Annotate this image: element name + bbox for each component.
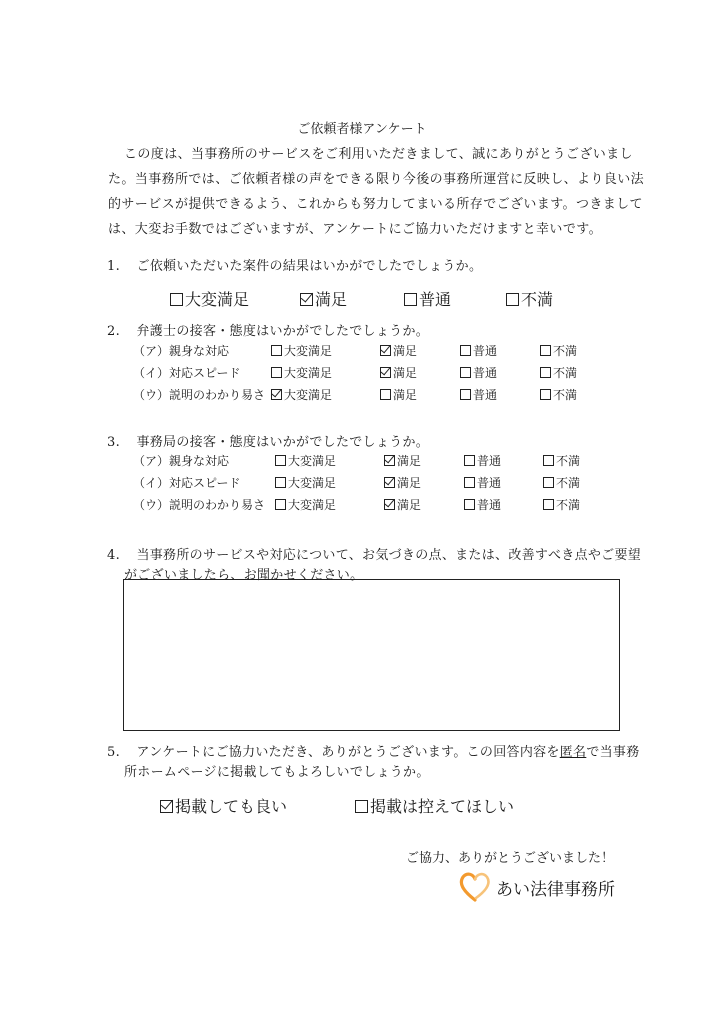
q2-checkbox[interactable] (271, 389, 282, 400)
q2-checkbox[interactable] (540, 345, 551, 356)
q5-option-publish[interactable]: 掲載しても良い (160, 794, 287, 817)
survey-title: ご依頼者様アンケート (297, 122, 427, 137)
q1-question (107, 255, 482, 274)
q1-checkbox-2[interactable] (300, 293, 313, 306)
q3-checkbox[interactable] (464, 477, 475, 488)
q2-row-1-option-3[interactable]: 普通 (460, 342, 497, 359)
q5-number: 5. (107, 745, 121, 760)
firm-name: あい法律事務所 (496, 880, 615, 900)
q5-checkbox-publish[interactable] (160, 800, 173, 813)
firm-logo (458, 871, 615, 907)
q2-row-3-option-3[interactable]: 普通 (460, 386, 497, 403)
q3-checkbox[interactable] (384, 477, 395, 488)
q3-checkbox[interactable] (384, 499, 395, 510)
q5-question (107, 741, 640, 760)
q1-checkbox-3[interactable] (404, 293, 417, 306)
q2-row-2-option-2[interactable]: 満足 (380, 364, 417, 381)
q3-row-2-option-3[interactable]: 普通 (464, 474, 501, 491)
q3-row-label: （ア）親身な対応 (133, 454, 230, 468)
q3-row-label: （ウ）説明のわかり易さ (133, 498, 266, 512)
q2-text: 弁護士の接客・態度はいかがでしたでしょうか。 (136, 324, 430, 339)
q4-number: 4. (107, 548, 121, 563)
q1-option-3[interactable]: 普通 (404, 287, 451, 310)
intro-line-4: は、大変お手数ではございますが、アンケートにご協力いただけますと幸いです。 (108, 222, 602, 237)
q3-checkbox[interactable] (543, 477, 554, 488)
q3-row-2-option-2[interactable]: 満足 (384, 474, 421, 491)
q2-checkbox[interactable] (271, 367, 282, 378)
q2-checkbox[interactable] (380, 345, 391, 356)
q3-checkbox[interactable] (543, 455, 554, 466)
q2-row-3-option-1[interactable]: 大変満足 (271, 386, 332, 403)
q1-checkbox-4[interactable] (506, 293, 519, 306)
q1-option-4[interactable]: 不満 (506, 287, 553, 310)
q4-text-line-1: 当事務所のサービスや対応について、お気づきの点、または、改善すべき点やご要望 (136, 548, 642, 563)
q3-row-1-option-3[interactable]: 普通 (464, 452, 501, 469)
q3-row-3-option-2[interactable]: 満足 (384, 496, 421, 513)
q2-row-1-option-4[interactable]: 不満 (540, 342, 577, 359)
q3-checkbox[interactable] (275, 499, 286, 510)
q2-row-3-option-2[interactable]: 満足 (380, 386, 417, 403)
q3-row-1-option-4[interactable]: 不満 (543, 452, 580, 469)
q2-row-label: （イ）対応スピード (133, 366, 241, 380)
q2-row-label: （ア）親身な対応 (133, 344, 230, 358)
intro-line-3: 的サービスが提供できるよう、これからも努力してまいる所存でございます。つきまして (108, 197, 643, 212)
q5-text-anonymous: 匿名 (559, 745, 587, 760)
q3-checkbox[interactable] (275, 455, 286, 466)
heart-icon (458, 871, 492, 903)
q1-text: ご依頼いただいた案件の結果はいかがでしたでしょうか。 (136, 259, 483, 274)
q5-checkbox-decline[interactable] (355, 800, 368, 813)
q2-checkbox[interactable] (460, 389, 471, 400)
q2-row-3-option-4[interactable]: 不満 (540, 386, 577, 403)
q3-checkbox[interactable] (464, 455, 475, 466)
q2-question (107, 320, 429, 339)
q1-number: 1. (107, 259, 121, 274)
q2-row-label: （ウ）説明のわかり易さ (133, 388, 266, 402)
q3-row-3-option-4[interactable]: 不満 (543, 496, 580, 513)
q3-text: 事務局の接客・態度はいかがでしたでしょうか。 (136, 435, 430, 450)
intro-line-2: た。当事務所では、ご依頼者様の声をできる限り今後の事務所運営に反映し、より良い法 (108, 172, 645, 187)
q2-checkbox[interactable] (271, 345, 282, 356)
q3-row-1-option-1[interactable]: 大変満足 (275, 452, 336, 469)
q3-checkbox[interactable] (384, 455, 395, 466)
q2-checkbox[interactable] (460, 345, 471, 356)
q3-number: 3. (107, 435, 121, 450)
q3-row-2-option-4[interactable]: 不満 (543, 474, 580, 491)
q5-text-b: で当事務 (586, 745, 640, 760)
q2-checkbox[interactable] (380, 367, 391, 378)
thanks-message: ご協力、ありがとうございました！ (406, 851, 615, 866)
q3-row-3-option-1[interactable]: 大変満足 (275, 496, 336, 513)
q2-checkbox[interactable] (540, 389, 551, 400)
q3-checkbox[interactable] (543, 499, 554, 510)
intro-line-1: この度は、当事務所のサービスをご利用いただきまして、誠にありがとうございまし (124, 147, 633, 162)
q3-checkbox[interactable] (464, 499, 475, 510)
q2-row-1-option-1[interactable]: 大変満足 (271, 342, 332, 359)
q2-checkbox[interactable] (540, 367, 551, 378)
q2-checkbox[interactable] (460, 367, 471, 378)
q3-row-3-option-3[interactable]: 普通 (464, 496, 501, 513)
q2-row-1-option-2[interactable]: 満足 (380, 342, 417, 359)
q1-option-1[interactable]: 大変満足 (170, 287, 249, 310)
q5-text-a: アンケートにご協力いただき、ありがとうございます。この回答内容を (136, 745, 560, 760)
q3-question (107, 431, 429, 450)
q1-option-2[interactable]: 満足 (300, 287, 347, 310)
q2-checkbox[interactable] (380, 389, 391, 400)
q2-row-2-option-1[interactable]: 大変満足 (271, 364, 332, 381)
q3-row-label: （イ）対応スピード (133, 476, 241, 490)
q5-option-decline[interactable]: 掲載は控えてほしい (355, 794, 514, 817)
q4-text-line-2: がございましたら、お聞かせください。 (124, 568, 364, 583)
comment-textarea[interactable] (123, 579, 620, 731)
q1-checkbox-1[interactable] (170, 293, 183, 306)
q2-number: 2. (107, 324, 121, 339)
q2-row-2-option-3[interactable]: 普通 (460, 364, 497, 381)
q3-row-1-option-2[interactable]: 満足 (384, 452, 421, 469)
q5-text-line-2: 所ホームページに掲載してもよろしいでしょうか。 (124, 765, 430, 780)
q2-row-2-option-4[interactable]: 不満 (540, 364, 577, 381)
q3-checkbox[interactable] (275, 477, 286, 488)
q4-question (107, 544, 641, 563)
q3-row-2-option-1[interactable]: 大変満足 (275, 474, 336, 491)
